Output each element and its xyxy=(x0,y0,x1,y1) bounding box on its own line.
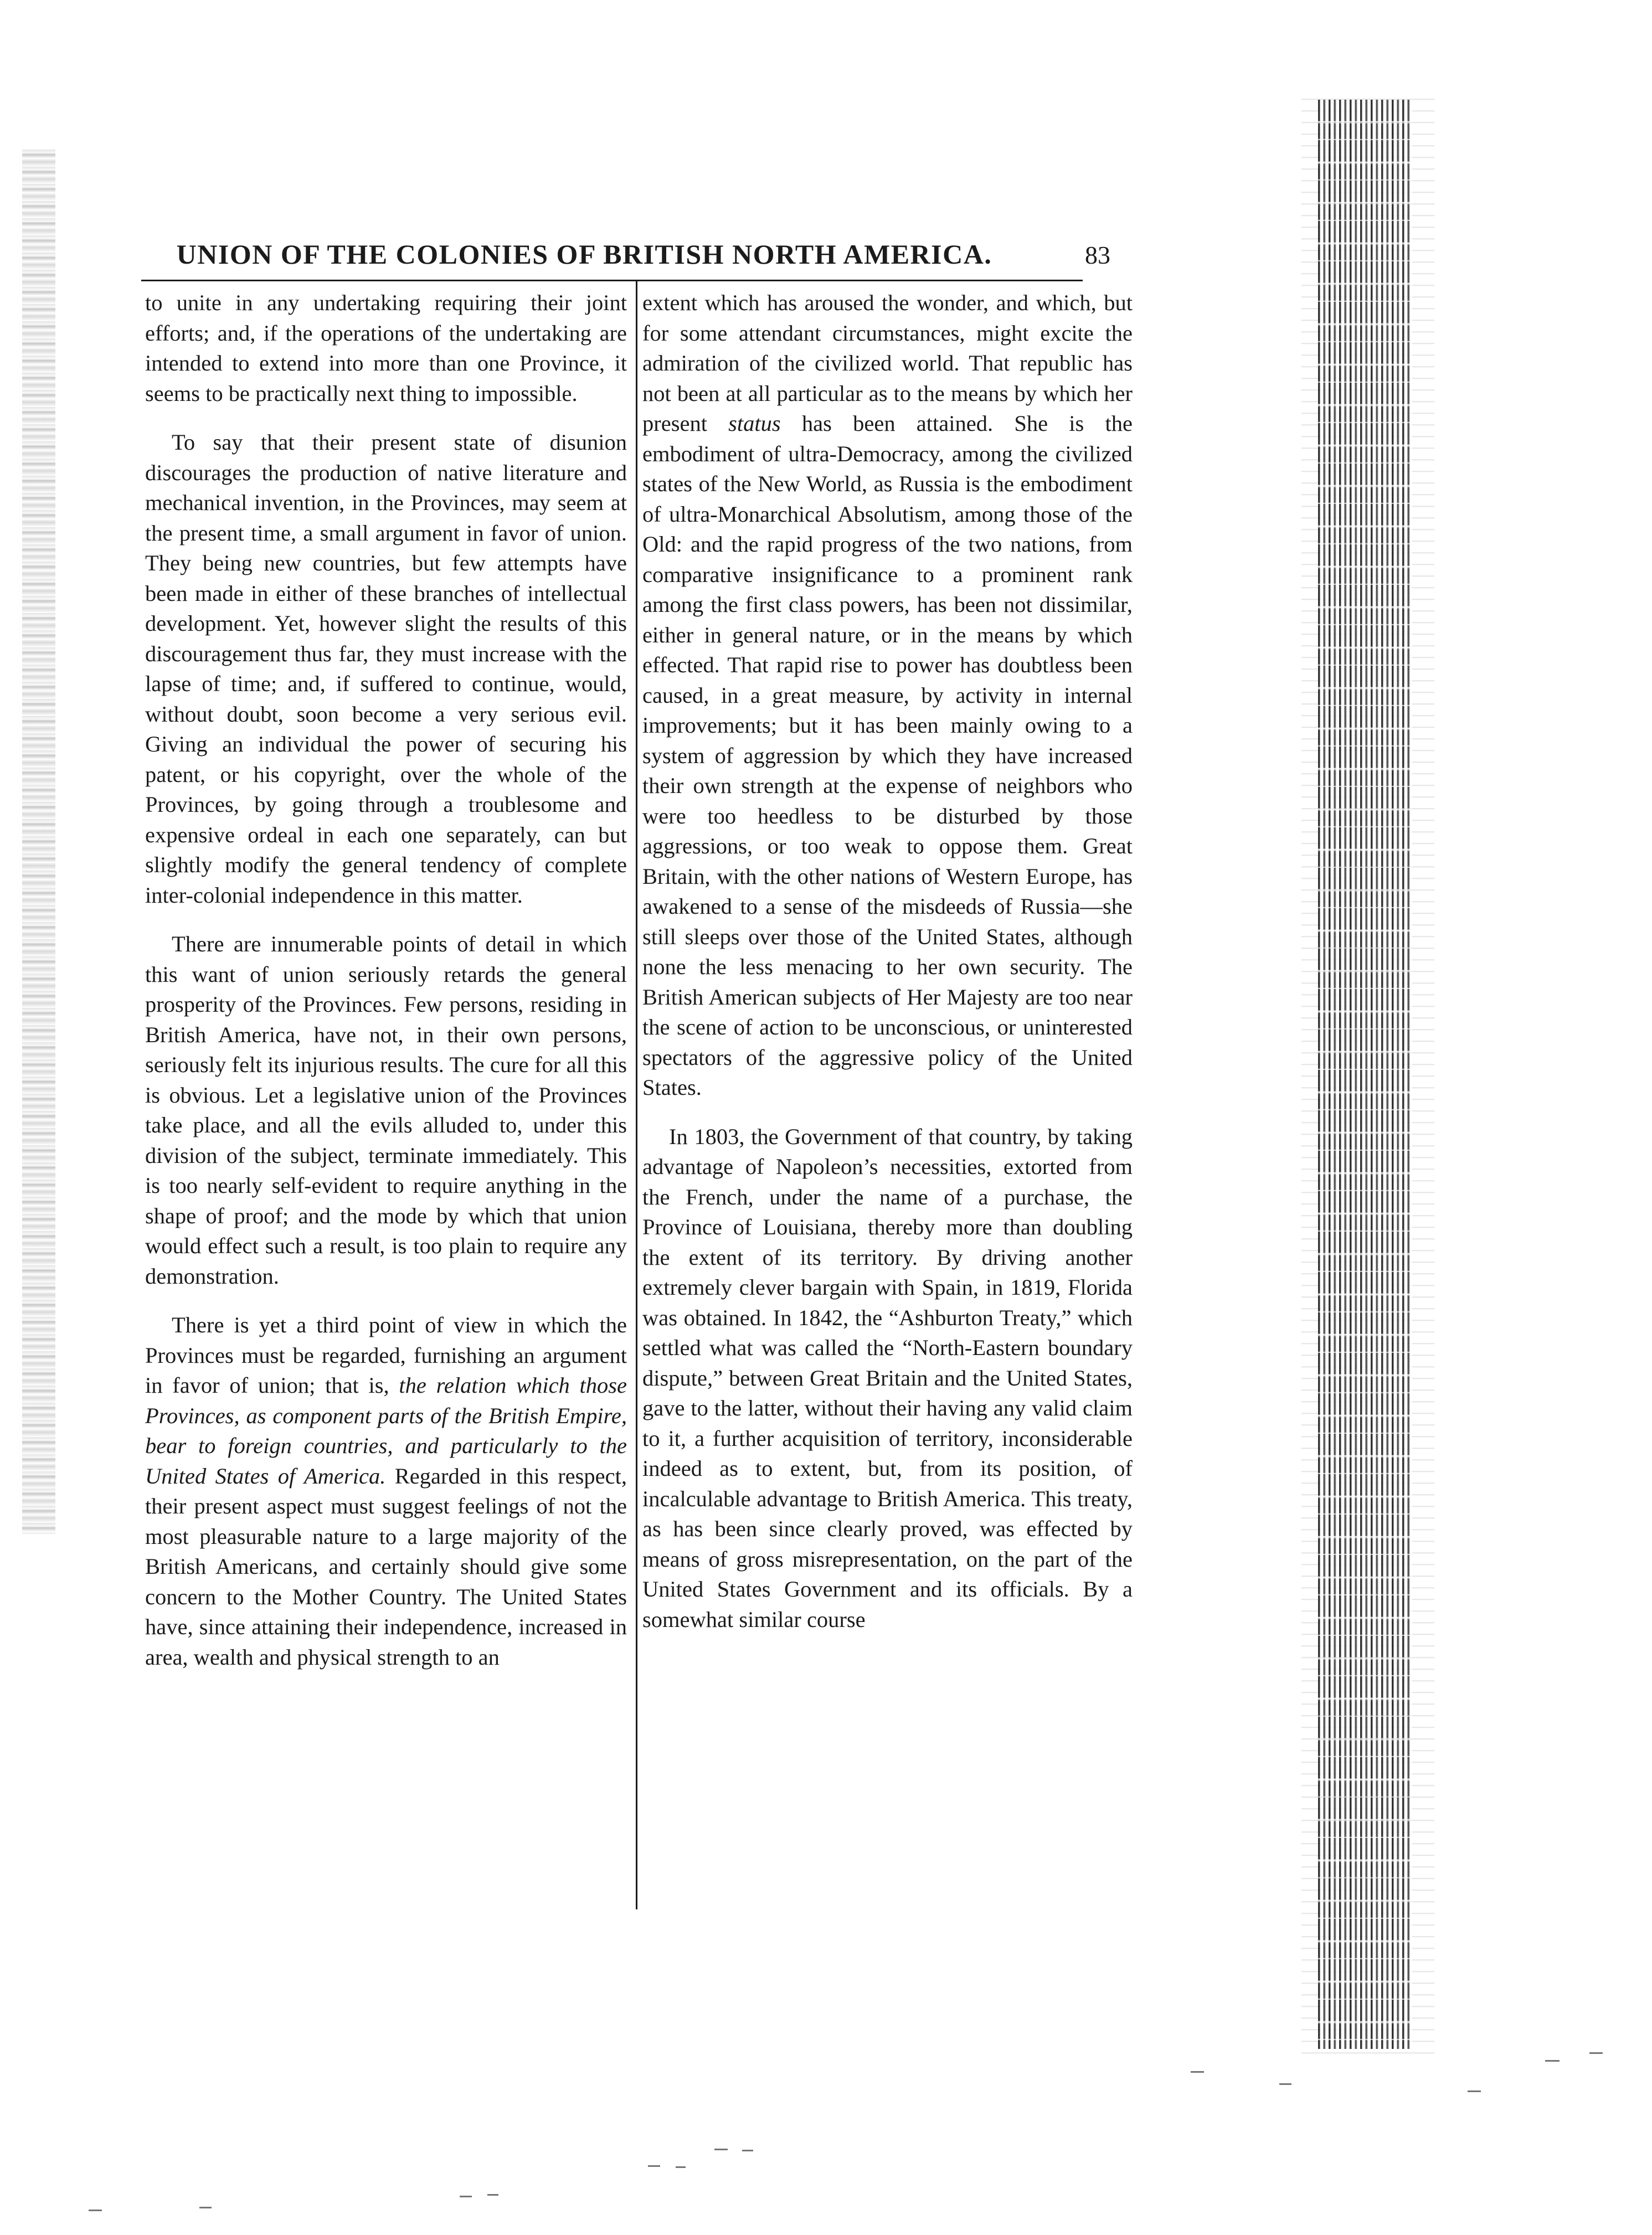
paragraph-text: Regarded in this respect, their present aspect must suggest feelings of not the most pleasurable nature to a large majority of the British Americans, and certainly should give some concern to the Mother Country. The United States have, since attaining their independence, increased in area, wealth and physical strength to an xyxy=(145,1463,627,1670)
scan-mark xyxy=(1191,2071,1204,2073)
italic-word: status xyxy=(728,411,781,436)
scan-mark xyxy=(487,2194,498,2196)
scan-mark xyxy=(1468,2090,1481,2092)
header-rule xyxy=(141,280,1083,281)
paragraph xyxy=(145,1310,627,1672)
paragraph: To say that their present state of disunion discourages the production of native literature and mechanical invention, in the Provinces, may seem at the present time, a small argument in favor of union. They being new countries, but few attempts have been made in either of these branches of intellectual development. Yet, however slight the results of this discouragement thus far, they must increase with the lapse of time; and, if suffered to continue, would, without doubt, soon become a very serious evil. Giving an individual the power of securing his patent, or his copyright, over the whole of the Provinces, by going through a troublesome and expensive ordeal in each one separately, can but slightly modify the general tendency of complete inter-colonial independence in this matter. xyxy=(145,430,627,908)
scan-mark xyxy=(742,2150,753,2151)
paragraph: In 1803, the Government of that country, by taking advantage of Napoleon’s necessities, extorted from the French, under the name of a purchase, the Province of Louisiana, thereby more than doubling the extent of its territory. By driving another extremely clever bargain with Spain, in 1819, Florida was obtained. In 1842, the “Ashburton Treaty,” which settled what was called the “North-Eastern boundary dispute,” between Great Britain and the United States, gave to the latter, without their having any valid claim to it, a further acquisition of territory, inconsiderable indeed as to extent, but, from its position, of incalculable advantage to British America. This treaty, as has been since clearly proved, was effected by means of gross misrepresentation, on the part of the United States Government and its officials. By a somewhat similar course xyxy=(642,1124,1133,1632)
running-title: UNION OF THE COLONIES OF BRITISH NORTH AMERICA. xyxy=(176,239,992,270)
paragraph-text: extent which has aroused the wonder, and which, but for some attendant circumstances, might excite the admiration of the civilized world. That republic has not been at all particular as to the means by which her present xyxy=(642,290,1133,436)
scan-mark xyxy=(676,2166,686,2168)
left-column xyxy=(145,288,627,1691)
page-header xyxy=(141,238,1110,271)
scan-mark xyxy=(1589,2052,1603,2054)
right-column xyxy=(642,288,1133,1654)
page-stack-edge xyxy=(1318,100,1412,2049)
scan-mark xyxy=(199,2207,212,2208)
column-divider xyxy=(636,281,637,1909)
scan-mark xyxy=(460,2196,472,2197)
paragraph: There are innumerable points of detail in which this want of union seriously retards the general prosperity of the Provinces. Few persons, residing in British America, have not, in their own persons, seriously felt its injurious results. The cure for all this is obvious. Let a legislative union of the Provinces take place, and all the evils alluded to, under this division of the subject, terminate immediately. This is too nearly self-evident to require anything in the shape of proof; and the mode by which that union would effect such a result, is too plain to require any demonstration. xyxy=(145,931,627,1289)
paragraph: to unite in any undertaking requiring their joint efforts; and, if the operations of the undertaking are intended to extend into more than one Province, it seems to be practically next thing to impossible. xyxy=(145,290,627,406)
scan-mark xyxy=(648,2165,660,2167)
scan-mark xyxy=(89,2210,102,2211)
scan-mark xyxy=(1545,2060,1560,2062)
scan-mark xyxy=(1279,2083,1291,2085)
italic-phrase: the relation which those Provinces, as component parts of the British Empire, bear to foreign countries, and particularly to the United States of America. xyxy=(145,1373,627,1489)
page-number: 83 xyxy=(1085,241,1110,269)
paragraph xyxy=(642,288,1133,1103)
scan-mark xyxy=(714,2149,728,2150)
paragraph-text: has been attained. She is the embodiment of ultra-Democracy, among the civilized states of the New World, as Russia is the embodiment of ultra-Monarchical Absolutism, among those of the Old: and the rapid progress of the two nations, from comparative insignificance to a prominent rank among the first class powers, has been not dissimilar, either in general nature, or in the means by which effected. That rapid rise to power has doubtless been caused, in a great measure, by activity in internal improvements; but it has been mainly owing to a system of aggression by which they have increased their own strength at the expense of neighbors who were too heedless to be disturbed by those aggressions, or too weak to oppose them. Great Britain, with the other nations of Western Europe, has awakened to a sense of the misdeeds of Russia—she still sleeps over those of the United States, although none the less menacing to her own security. The British American subjects of Her Majesty are too near the scene of action to be unconscious, or uninterested spectators of the aggressive policy of the United States. xyxy=(642,411,1133,1100)
binding-shadow xyxy=(22,150,55,1534)
paragraph-text: There is yet a third point of view in which the Provinces must be regarded, furnishing an argument in favor of union; that is, xyxy=(145,1312,627,1398)
